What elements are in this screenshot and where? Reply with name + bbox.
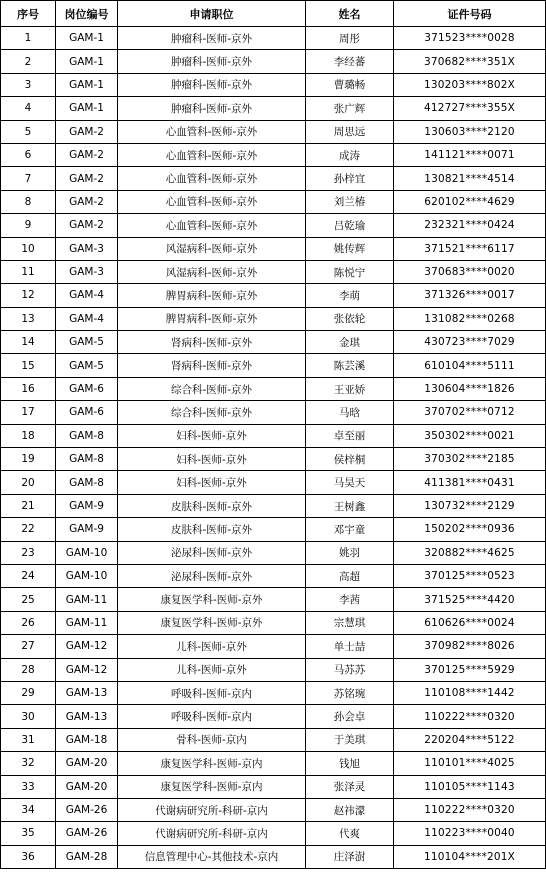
cell-index: 13	[1, 307, 56, 330]
cell-position-code: GAM-11	[56, 588, 118, 611]
cell-position-applied: 皮肤科-医师-京外	[118, 494, 306, 517]
cell-position-applied: 呼吸科-医师-京内	[118, 681, 306, 704]
header-name: 姓名	[306, 1, 394, 27]
cell-index: 12	[1, 284, 56, 307]
cell-id-number: 110222****0320	[394, 798, 546, 821]
cell-position-applied: 肿瘤科-医师-京外	[118, 73, 306, 96]
cell-index: 1	[1, 27, 56, 50]
table-row	[1, 518, 546, 541]
cell-index: 27	[1, 635, 56, 658]
cell-id-number: 371326****0017	[394, 284, 546, 307]
cell-id-number: 370302****2185	[394, 448, 546, 471]
cell-position-code: GAM-5	[56, 331, 118, 354]
cell-index: 22	[1, 518, 56, 541]
cell-index: 7	[1, 167, 56, 190]
cell-position-applied: 康复医学科-医师-京外	[118, 611, 306, 634]
cell-position-applied: 泌尿科-医师-京外	[118, 541, 306, 564]
cell-name: 代爽	[306, 822, 394, 845]
cell-id-number: 370683****0020	[394, 260, 546, 283]
cell-index: 19	[1, 448, 56, 471]
cell-index: 15	[1, 354, 56, 377]
cell-name: 马晗	[306, 401, 394, 424]
cell-position-code: GAM-9	[56, 494, 118, 517]
cell-name: 邓宇童	[306, 518, 394, 541]
cell-name: 李经蕃	[306, 50, 394, 73]
cell-index: 16	[1, 377, 56, 400]
table-row	[1, 611, 546, 634]
cell-id-number: 370702****0712	[394, 401, 546, 424]
table-row	[1, 728, 546, 751]
cell-id-number: 232321****0424	[394, 214, 546, 237]
table-row	[1, 705, 546, 728]
cell-index: 18	[1, 424, 56, 447]
cell-name: 姚传辉	[306, 237, 394, 260]
cell-position-code: GAM-20	[56, 775, 118, 798]
cell-position-code: GAM-2	[56, 143, 118, 166]
header-position-code: 岗位编号	[56, 1, 118, 27]
cell-index: 8	[1, 190, 56, 213]
cell-position-applied: 肿瘤科-医师-京外	[118, 27, 306, 50]
cell-position-applied: 呼吸科-医师-京内	[118, 705, 306, 728]
cell-id-number: 130732****2129	[394, 494, 546, 517]
cell-position-code: GAM-13	[56, 681, 118, 704]
cell-position-applied: 儿科-医师-京外	[118, 658, 306, 681]
table-row	[1, 541, 546, 564]
cell-position-applied: 风湿病科-医师-京外	[118, 237, 306, 260]
cell-index: 28	[1, 658, 56, 681]
table-row	[1, 798, 546, 821]
cell-id-number: 110222****0320	[394, 705, 546, 728]
cell-position-applied: 肾病科-医师-京外	[118, 354, 306, 377]
table-row	[1, 494, 546, 517]
table-row	[1, 424, 546, 447]
cell-id-number: 110101****4025	[394, 752, 546, 775]
table-row	[1, 260, 546, 283]
table-row	[1, 167, 546, 190]
cell-index: 17	[1, 401, 56, 424]
cell-index: 31	[1, 728, 56, 751]
cell-position-applied: 肿瘤科-医师-京外	[118, 50, 306, 73]
cell-position-code: GAM-12	[56, 658, 118, 681]
cell-name: 李萌	[306, 284, 394, 307]
cell-name: 张广辉	[306, 97, 394, 120]
cell-index: 29	[1, 681, 56, 704]
cell-position-code: GAM-6	[56, 377, 118, 400]
cell-id-number: 370125****5929	[394, 658, 546, 681]
cell-id-number: 370982****8026	[394, 635, 546, 658]
cell-position-code: GAM-2	[56, 167, 118, 190]
cell-id-number: 371523****0028	[394, 27, 546, 50]
cell-id-number: 150202****0936	[394, 518, 546, 541]
cell-position-applied: 心血管科-医师-京外	[118, 167, 306, 190]
cell-index: 20	[1, 471, 56, 494]
cell-position-code: GAM-1	[56, 27, 118, 50]
cell-index: 4	[1, 97, 56, 120]
cell-id-number: 130203****802X	[394, 73, 546, 96]
cell-position-applied: 妇科-医师-京外	[118, 471, 306, 494]
cell-position-applied: 心血管科-医师-京外	[118, 143, 306, 166]
cell-index: 36	[1, 845, 56, 868]
cell-index: 23	[1, 541, 56, 564]
cell-index: 26	[1, 611, 56, 634]
cell-position-code: GAM-8	[56, 471, 118, 494]
cell-name: 马苏苏	[306, 658, 394, 681]
cell-name: 孙会卓	[306, 705, 394, 728]
cell-position-code: GAM-12	[56, 635, 118, 658]
cell-position-code: GAM-1	[56, 97, 118, 120]
cell-index: 25	[1, 588, 56, 611]
cell-id-number: 370682****351X	[394, 50, 546, 73]
cell-id-number: 411381****0431	[394, 471, 546, 494]
cell-index: 14	[1, 331, 56, 354]
cell-position-code: GAM-1	[56, 50, 118, 73]
cell-id-number: 130604****1826	[394, 377, 546, 400]
cell-id-number: 620102****4629	[394, 190, 546, 213]
roster-body	[1, 27, 546, 869]
cell-position-code: GAM-26	[56, 798, 118, 821]
cell-position-applied: 儿科-医师-京外	[118, 635, 306, 658]
cell-index: 24	[1, 564, 56, 587]
cell-name: 于美琪	[306, 728, 394, 751]
cell-position-applied: 妇科-医师-京外	[118, 424, 306, 447]
cell-id-number: 131082****0268	[394, 307, 546, 330]
cell-name: 姚羽	[306, 541, 394, 564]
cell-name: 孙梓宜	[306, 167, 394, 190]
cell-name: 单士喆	[306, 635, 394, 658]
cell-position-code: GAM-10	[56, 541, 118, 564]
cell-position-applied: 肿瘤科-医师-京外	[118, 97, 306, 120]
cell-position-applied: 康复医学科-医师-京内	[118, 775, 306, 798]
cell-id-number: 220204****5122	[394, 728, 546, 751]
table-row	[1, 448, 546, 471]
cell-id-number: 130821****4514	[394, 167, 546, 190]
cell-name: 刘兰椿	[306, 190, 394, 213]
cell-position-code: GAM-11	[56, 611, 118, 634]
cell-position-code: GAM-20	[56, 752, 118, 775]
cell-id-number: 110105****1143	[394, 775, 546, 798]
table-row	[1, 307, 546, 330]
cell-id-number: 141121****0071	[394, 143, 546, 166]
cell-name: 曹璐畅	[306, 73, 394, 96]
table-row	[1, 27, 546, 50]
cell-id-number: 320882****4625	[394, 541, 546, 564]
cell-name: 张依轮	[306, 307, 394, 330]
cell-position-code: GAM-8	[56, 448, 118, 471]
table-row	[1, 331, 546, 354]
cell-position-code: GAM-2	[56, 190, 118, 213]
table-row	[1, 635, 546, 658]
cell-name: 成涛	[306, 143, 394, 166]
cell-position-code: GAM-4	[56, 307, 118, 330]
cell-name: 侯梓桐	[306, 448, 394, 471]
cell-position-code: GAM-3	[56, 237, 118, 260]
cell-name: 周思远	[306, 120, 394, 143]
cell-position-applied: 康复医学科-医师-京外	[118, 588, 306, 611]
cell-id-number: 371521****6117	[394, 237, 546, 260]
cell-name: 王树鑫	[306, 494, 394, 517]
table-row	[1, 143, 546, 166]
table-row	[1, 681, 546, 704]
cell-position-applied: 综合科-医师-京外	[118, 377, 306, 400]
cell-position-code: GAM-10	[56, 564, 118, 587]
cell-position-applied: 脾胃病科-医师-京外	[118, 307, 306, 330]
cell-index: 3	[1, 73, 56, 96]
table-row	[1, 752, 546, 775]
cell-position-code: GAM-2	[56, 120, 118, 143]
cell-position-code: GAM-2	[56, 214, 118, 237]
cell-position-applied: 心血管科-医师-京外	[118, 214, 306, 237]
cell-position-applied: 心血管科-医师-京外	[118, 120, 306, 143]
cell-id-number: 430723****7029	[394, 331, 546, 354]
cell-position-code: GAM-6	[56, 401, 118, 424]
cell-position-code: GAM-18	[56, 728, 118, 751]
header-row	[1, 1, 546, 27]
table-row	[1, 401, 546, 424]
table-row	[1, 214, 546, 237]
table-row	[1, 775, 546, 798]
cell-name: 王亚娇	[306, 377, 394, 400]
table-row	[1, 377, 546, 400]
cell-id-number: 610626****0024	[394, 611, 546, 634]
cell-position-applied: 康复医学科-医师-京内	[118, 752, 306, 775]
cell-index: 32	[1, 752, 56, 775]
header-position-applied: 申请职位	[118, 1, 306, 27]
cell-id-number: 110104****201X	[394, 845, 546, 868]
table-row	[1, 354, 546, 377]
cell-name: 陈芸溪	[306, 354, 394, 377]
table-row	[1, 471, 546, 494]
table-row	[1, 564, 546, 587]
table-row	[1, 73, 546, 96]
table-row	[1, 845, 546, 868]
cell-position-code: GAM-26	[56, 822, 118, 845]
table-row	[1, 120, 546, 143]
cell-position-code: GAM-8	[56, 424, 118, 447]
cell-name: 张泽灵	[306, 775, 394, 798]
table-row	[1, 237, 546, 260]
cell-id-number: 350302****0021	[394, 424, 546, 447]
cell-position-code: GAM-13	[56, 705, 118, 728]
cell-position-applied: 脾胃病科-医师-京外	[118, 284, 306, 307]
cell-index: 34	[1, 798, 56, 821]
cell-position-applied: 代谢病研究所-科研-京内	[118, 822, 306, 845]
cell-name: 赵祎濛	[306, 798, 394, 821]
cell-position-applied: 骨科-医师-京内	[118, 728, 306, 751]
cell-name: 钱旭	[306, 752, 394, 775]
cell-name: 宗慧琪	[306, 611, 394, 634]
cell-id-number: 130603****2120	[394, 120, 546, 143]
cell-name: 高超	[306, 564, 394, 587]
cell-position-code: GAM-5	[56, 354, 118, 377]
cell-position-applied: 泌尿科-医师-京外	[118, 564, 306, 587]
cell-position-applied: 风湿病科-医师-京外	[118, 260, 306, 283]
cell-id-number: 412727****355X	[394, 97, 546, 120]
cell-position-applied: 综合科-医师-京外	[118, 401, 306, 424]
table-row	[1, 284, 546, 307]
cell-index: 21	[1, 494, 56, 517]
cell-id-number: 370125****0523	[394, 564, 546, 587]
table-row	[1, 822, 546, 845]
cell-name: 周彤	[306, 27, 394, 50]
cell-name: 金琪	[306, 331, 394, 354]
cell-position-code: GAM-3	[56, 260, 118, 283]
cell-position-code: GAM-4	[56, 284, 118, 307]
cell-id-number: 610104****5111	[394, 354, 546, 377]
cell-position-applied: 皮肤科-医师-京外	[118, 518, 306, 541]
cell-index: 9	[1, 214, 56, 237]
table-row	[1, 97, 546, 120]
cell-name: 庄泽澍	[306, 845, 394, 868]
cell-name: 吕乾瑜	[306, 214, 394, 237]
cell-id-number: 110223****0040	[394, 822, 546, 845]
cell-position-applied: 妇科-医师-京外	[118, 448, 306, 471]
cell-index: 33	[1, 775, 56, 798]
cell-index: 5	[1, 120, 56, 143]
table-row	[1, 658, 546, 681]
table-row	[1, 588, 546, 611]
cell-position-applied: 心血管科-医师-京外	[118, 190, 306, 213]
cell-position-code: GAM-9	[56, 518, 118, 541]
cell-name: 苏铭琬	[306, 681, 394, 704]
cell-index: 35	[1, 822, 56, 845]
cell-id-number: 371525****4420	[394, 588, 546, 611]
cell-index: 6	[1, 143, 56, 166]
cell-name: 李茜	[306, 588, 394, 611]
header-id-number: 证件号码	[394, 1, 546, 27]
cell-index: 30	[1, 705, 56, 728]
table-row	[1, 190, 546, 213]
cell-index: 2	[1, 50, 56, 73]
cell-name: 卓至丽	[306, 424, 394, 447]
cell-position-applied: 代谢病研究所-科研-京内	[118, 798, 306, 821]
cell-position-code: GAM-28	[56, 845, 118, 868]
cell-position-applied: 信息管理中心-其他技术-京内	[118, 845, 306, 868]
cell-name: 陈悦宁	[306, 260, 394, 283]
header-index: 序号	[1, 1, 56, 27]
cell-name: 马昊天	[306, 471, 394, 494]
table-row	[1, 50, 546, 73]
cell-id-number: 110108****1442	[394, 681, 546, 704]
cell-position-code: GAM-1	[56, 73, 118, 96]
cell-index: 10	[1, 237, 56, 260]
cell-index: 11	[1, 260, 56, 283]
cell-position-applied: 肾病科-医师-京外	[118, 331, 306, 354]
